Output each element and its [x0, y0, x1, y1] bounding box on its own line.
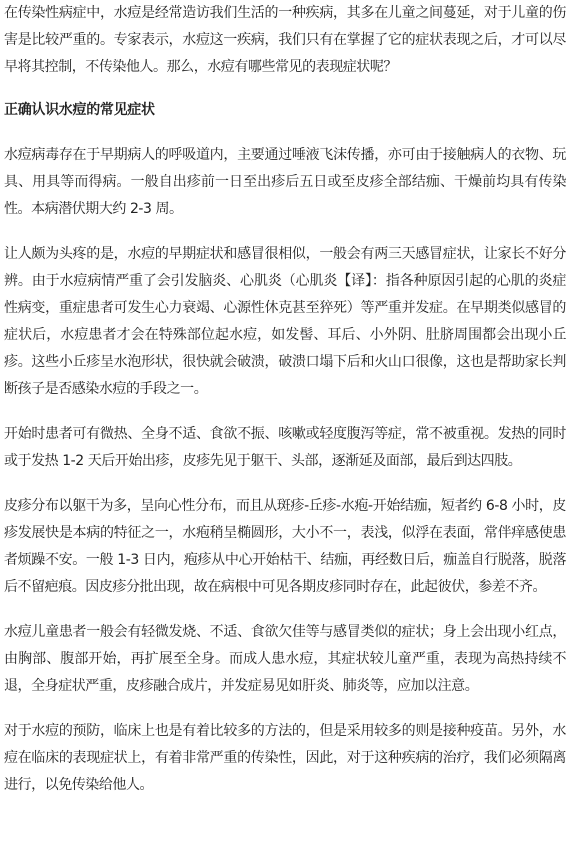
paragraph-children-adults: 水痘儿童患者一般会有轻微发烧、不适、食欲欠佳等与感冒类似的症状；身上会出现小红点，由胸部、腹部开始，再扩展至全身。而成人患水痘，其症状较儿童严重，表现为高热持续不退，全身症状严重，皮疹融合成片，并发症易见如肝炎、肺炎等，应加以注意。 — [4, 624, 566, 694]
intro-paragraph: 在传染性病症中，水痘是经常造访我们生活的一种疾病，其多在儿童之间蔓延，对于儿童的伤害是比较严重的。专家表示，水痘这一疾病，我们只有在掌握了它的症状表现之后，才可以尽早将其控制，不传染他人。那么，水痘有哪些常见的表现症状呢？ — [4, 5, 566, 75]
paragraph-transmission: 水痘病毒存在于早期病人的呼吸道内，主要通过唾液飞沫传播，亦可由于接触病人的衣物、玩具、用具等而得病。一般自出疹前一日至出疹后五日或至皮疹全部结痂、干燥前均具有传染性。本病潜伏期大约 2-3 周。 — [4, 147, 566, 217]
paragraph-rash-distribution: 皮疹分布以躯干为多，呈向心性分布，而且从斑疹-丘疹-水疱-开始结痂，短者约 6-8 小时，皮疹发展快是本病的特征之一，水疱稍呈椭圆形，大小不一，表浅，似浮在表面，常伴痒感使患者烦躁不安。一般 1-3 日内，疱疹从中心开始枯干、结痂，再经数日后，痂盖自行脱落，脱落后不留疤痕。因皮疹分批出现，故在病根中可见各期皮疹同时存在，此起彼伏，参差不齐。 — [4, 498, 566, 595]
paragraph-onset: 开始时患者可有微热、全身不适、食欲不振、咳嗽或轻度腹泻等症，常不被重视。发热的同时或于发热 1-2 天后开始出疹，皮疹先见于躯干、头部，逐渐延及面部，最后到达四肢。 — [4, 426, 566, 469]
paragraph-early-symptoms: 让人颇为头疼的是，水痘的早期症状和感冒很相似，一般会有两三天感冒症状，让家长不好分辨。由于水痘病情严重了会引发脑炎、心肌炎（心肌炎【译】：指各种原因引起的心肌的炎症性病变，重症患者可发生心力衰竭、心源性休克甚至猝死）等严重并发症。在早期类似感冒的症状后，水痘患者才会在特殊部位起水痘，如发髻、耳后、小外阴、肚脐周围都会出现小丘疹。这些小丘疹呈水泡形状，很快就会破溃，破溃口塌下后和火山口很像，这也是帮助家长判断孩子是否感染水痘的手段之一。 — [4, 246, 566, 397]
section-heading: 正确认识水痘的常见症状 — [4, 102, 155, 118]
paragraph-prevention: 对于水痘的预防，临床上也是有着比较多的方法的，但是采用较多的则是接种疫苗。另外，水痘在临床的表现症状上，有着非常严重的传染性，因此，对于这种疾病的治疗，我们必须隔离进行，以免传染给他人。 — [4, 723, 566, 793]
